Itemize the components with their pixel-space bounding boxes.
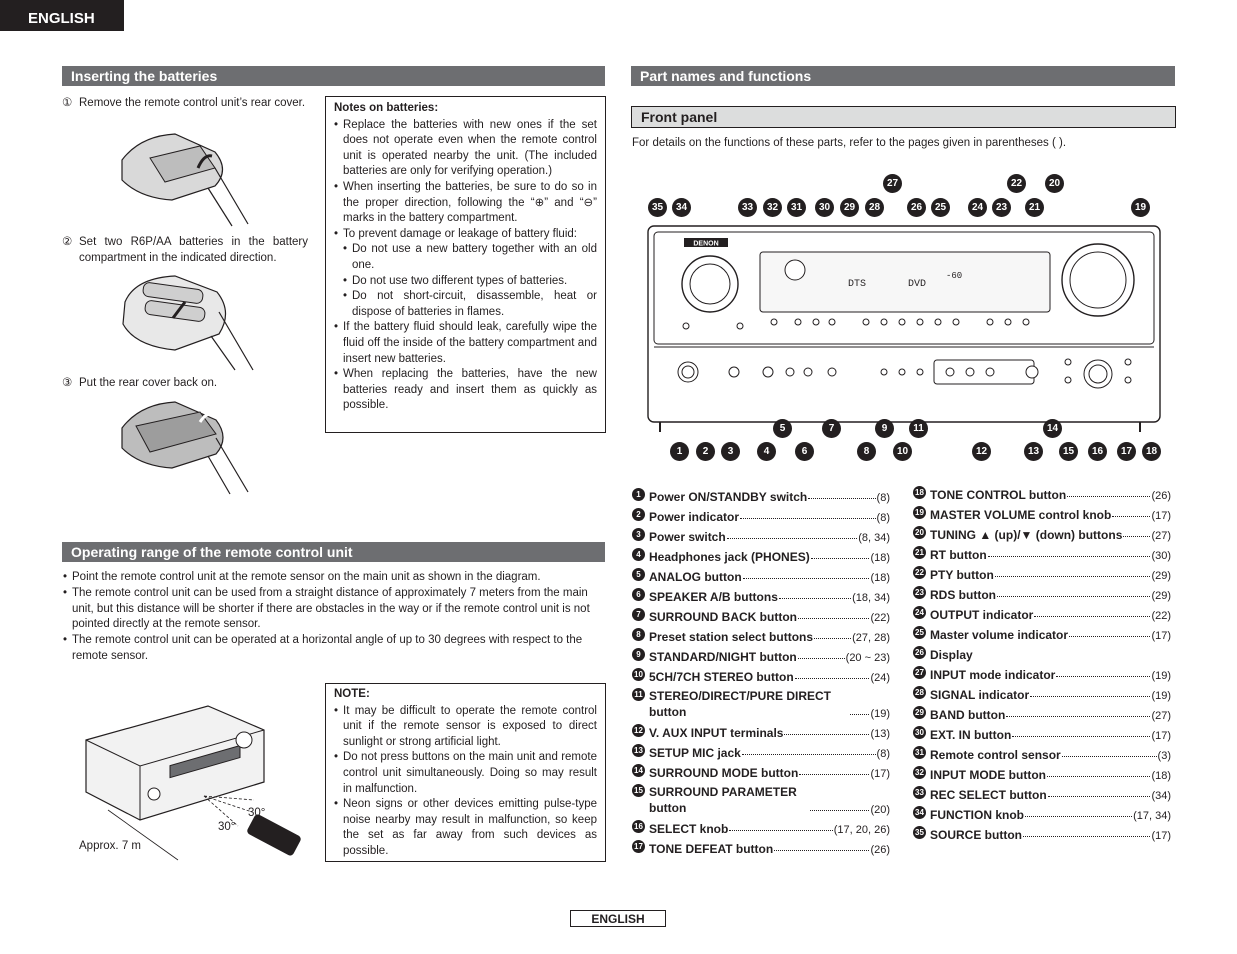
callout-19: 19 [1131, 198, 1150, 217]
range-list [63, 570, 605, 665]
battery-note: • To prevent damage or leakage of battery fluid: [334, 227, 597, 243]
language-tab: ENGLISH [0, 0, 124, 31]
part-item: 1 Power ON/STANDBY switch (8) [632, 484, 890, 504]
part-item: 24 OUTPUT indicator (22) [913, 602, 1171, 622]
part-item: 29 BAND button (27) [913, 702, 1171, 722]
range-note: • It may be difficult to operate the remote control unit if the remote sensor is exposed to direct sunlight or strong artificial light. [334, 704, 597, 751]
battery-step-3: ③ Put the rear cover back on. [62, 377, 218, 389]
range-item: • The remote control unit can be used from a straight distance of approximately 7 meters from the main unit, but this distance will be shorter if there are obstacles in the way or if the remote control unit is not pointed directly at the remote sensor. [63, 586, 605, 633]
part-item: 14 SURROUND MODE button (17) [632, 760, 890, 780]
battery-note: • If the battery fluid should leak, carefully wipe the fluid off the inside of the battery compartment and insert new batteries. [334, 320, 597, 367]
range-note-title: NOTE: [334, 688, 370, 700]
battery-note: • Replace the batteries with new ones if the set does not operate even when the remote control unit is operated nearby the unit. (The included batteries are only for verifying operation.) [334, 118, 597, 180]
callout-4: 4 [757, 442, 776, 461]
part-item: 5 ANALOG button (18) [632, 564, 890, 584]
callout-9: 9 [875, 419, 894, 438]
callout-1: 1 [670, 442, 689, 461]
battery-note: • When replacing the batteries, have the new batteries ready and insert them as quickly as possible. [334, 367, 597, 414]
part-item: 22 PTY button (29) [913, 562, 1171, 582]
part-item: 15 SURROUND PARAMETER button (20) [632, 780, 890, 816]
panel-brand: DENON [693, 240, 719, 248]
battery-notes-title: Notes on batteries: [334, 102, 439, 114]
part-item: 17 TONE DEFEAT button (26) [632, 836, 890, 856]
callout-22: 22 [1007, 174, 1026, 193]
callout-12: 12 [972, 442, 991, 461]
callout-20: 20 [1045, 174, 1064, 193]
callout-28: 28 [865, 198, 884, 217]
callout-2: 2 [696, 442, 715, 461]
callout-34: 34 [672, 198, 691, 217]
panel-display-source: DVD [908, 279, 927, 290]
range-item: • Point the remote control unit at the remote sensor on the main unit as shown in the diagram. [63, 570, 605, 586]
part-item: 2 Power indicator (8) [632, 504, 890, 524]
section-title-parts: Part names and functions [631, 66, 1175, 86]
callout-13: 13 [1024, 442, 1043, 461]
footer-language-tab: ENGLISH [570, 910, 666, 927]
part-item: 11 STEREO/DIRECT/PURE DIRECT button (19) [632, 684, 890, 720]
part-item: 6 SPEAKER A/B buttons (18, 34) [632, 584, 890, 604]
callout-10: 10 [893, 442, 912, 461]
part-item: 19 MASTER VOLUME control knob (17) [913, 502, 1171, 522]
battery-subnote: • Do not use a new battery together with an old one. [334, 242, 597, 273]
part-item: 23 RDS button (29) [913, 582, 1171, 602]
callout-15: 15 [1059, 442, 1078, 461]
part-item: 25 Master volume indicator (17) [913, 622, 1171, 642]
callout-26: 26 [907, 198, 926, 217]
callout-6: 6 [795, 442, 814, 461]
front-panel-drawing [640, 222, 1166, 440]
section-title-batteries: Inserting the batteries [62, 66, 605, 86]
part-item: 32 INPUT MODE button (18) [913, 762, 1171, 782]
part-item: 27 INPUT mode indicator (19) [913, 662, 1171, 682]
part-item: 13 SETUP MIC jack (8) [632, 740, 890, 760]
part-item: 12 V. AUX INPUT terminals (13) [632, 720, 890, 740]
callout-14: 14 [1043, 419, 1062, 438]
callout-7: 7 [822, 419, 841, 438]
part-item: 33 REC SELECT button (34) [913, 782, 1171, 802]
part-item: 9 STANDARD/NIGHT button (20 ~ 23) [632, 644, 890, 664]
callout-11: 11 [909, 419, 928, 438]
parts-list-right [913, 482, 1171, 842]
part-item: 28 SIGNAL indicator (19) [913, 682, 1171, 702]
callout-32: 32 [763, 198, 782, 217]
part-item: 10 5CH/7CH STEREO button (24) [632, 664, 890, 684]
section-title-range: Operating range of the remote control unit [62, 542, 605, 562]
part-item: 18 TONE CONTROL button (26) [913, 482, 1171, 502]
battery-notes-box [325, 96, 606, 433]
callout-24: 24 [968, 198, 987, 217]
remove-cover-illustration [120, 128, 250, 228]
panel-display-volume: -60 [946, 271, 963, 281]
angle-label-2: 30° [218, 821, 236, 833]
part-item: 4 Headphones jack (PHONES) (18) [632, 544, 890, 564]
callout-3: 3 [721, 442, 740, 461]
panel-display-mode: DTS [848, 279, 867, 290]
callout-16: 16 [1088, 442, 1107, 461]
callout-29: 29 [840, 198, 859, 217]
callout-5: 5 [773, 419, 792, 438]
callout-31: 31 [787, 198, 806, 217]
part-item: 31 Remote control sensor (3) [913, 742, 1171, 762]
range-item: • The remote control unit can be operated at a horizontal angle of up to 30 degrees with respect to the remote sensor. [63, 633, 605, 665]
battery-step-2: ② Set two R6P/AA batteries in the battery compartment in the indicated direction. [62, 236, 308, 264]
part-item: 16 SELECT knob (17, 20, 26) [632, 816, 890, 836]
callout-33: 33 [738, 198, 757, 217]
part-item: 26 Display [913, 642, 1171, 662]
distance-label: Approx. 7 m [79, 840, 141, 852]
callout-30: 30 [815, 198, 834, 217]
battery-subnote: • Do not short-circuit, disassemble, heat or dispose of batteries in flames. [334, 289, 597, 320]
replace-cover-illustration [120, 398, 250, 496]
battery-note: • When inserting the batteries, be sure to do so in the proper direction, following the “⊕” and “⊖” marks in the battery compartment. [334, 180, 597, 227]
range-note-box [325, 683, 606, 862]
callout-27: 27 [883, 174, 902, 193]
callout-17: 17 [1117, 442, 1136, 461]
parts-list-left [632, 484, 890, 856]
callout-25: 25 [931, 198, 950, 217]
angle-label-1: 30° [248, 807, 266, 819]
parts-intro: For details on the functions of these parts, refer to the pages given in parentheses ( ). [632, 137, 1067, 149]
range-note: • Do not press buttons on the main unit and remote control unit simultaneously. Doing so may result in malfunction. [334, 750, 597, 797]
part-item: 7 SURROUND BACK button (22) [632, 604, 890, 624]
part-item: 3 Power switch (8, 34) [632, 524, 890, 544]
part-item: 30 EXT. IN button (17) [913, 722, 1171, 742]
part-item: 8 Preset station select buttons (27, 28) [632, 624, 890, 644]
callout-35: 35 [648, 198, 667, 217]
range-note: • Neon signs or other devices emitting pulse-type noise nearby may result in malfunction, so keep the set as far away from such devices as possible. [334, 797, 597, 859]
part-item: 34 FUNCTION knob (17, 34) [913, 802, 1171, 822]
part-item: 35 SOURCE button (17) [913, 822, 1171, 842]
insert-batteries-illustration [115, 272, 255, 372]
part-item: 21 RT button (30) [913, 542, 1171, 562]
battery-subnote: • Do not use two different types of batteries. [334, 274, 597, 290]
callout-18: 18 [1142, 442, 1161, 461]
callout-21: 21 [1025, 198, 1044, 217]
callout-23: 23 [992, 198, 1011, 217]
battery-step-1: ① Remove the remote control unit’s rear cover. [62, 97, 306, 109]
callout-8: 8 [857, 442, 876, 461]
subsection-title-front-panel: Front panel [631, 106, 1176, 128]
part-item: 20 TUNING ▲ (up)/▼ (down) buttons (27) [913, 522, 1171, 542]
